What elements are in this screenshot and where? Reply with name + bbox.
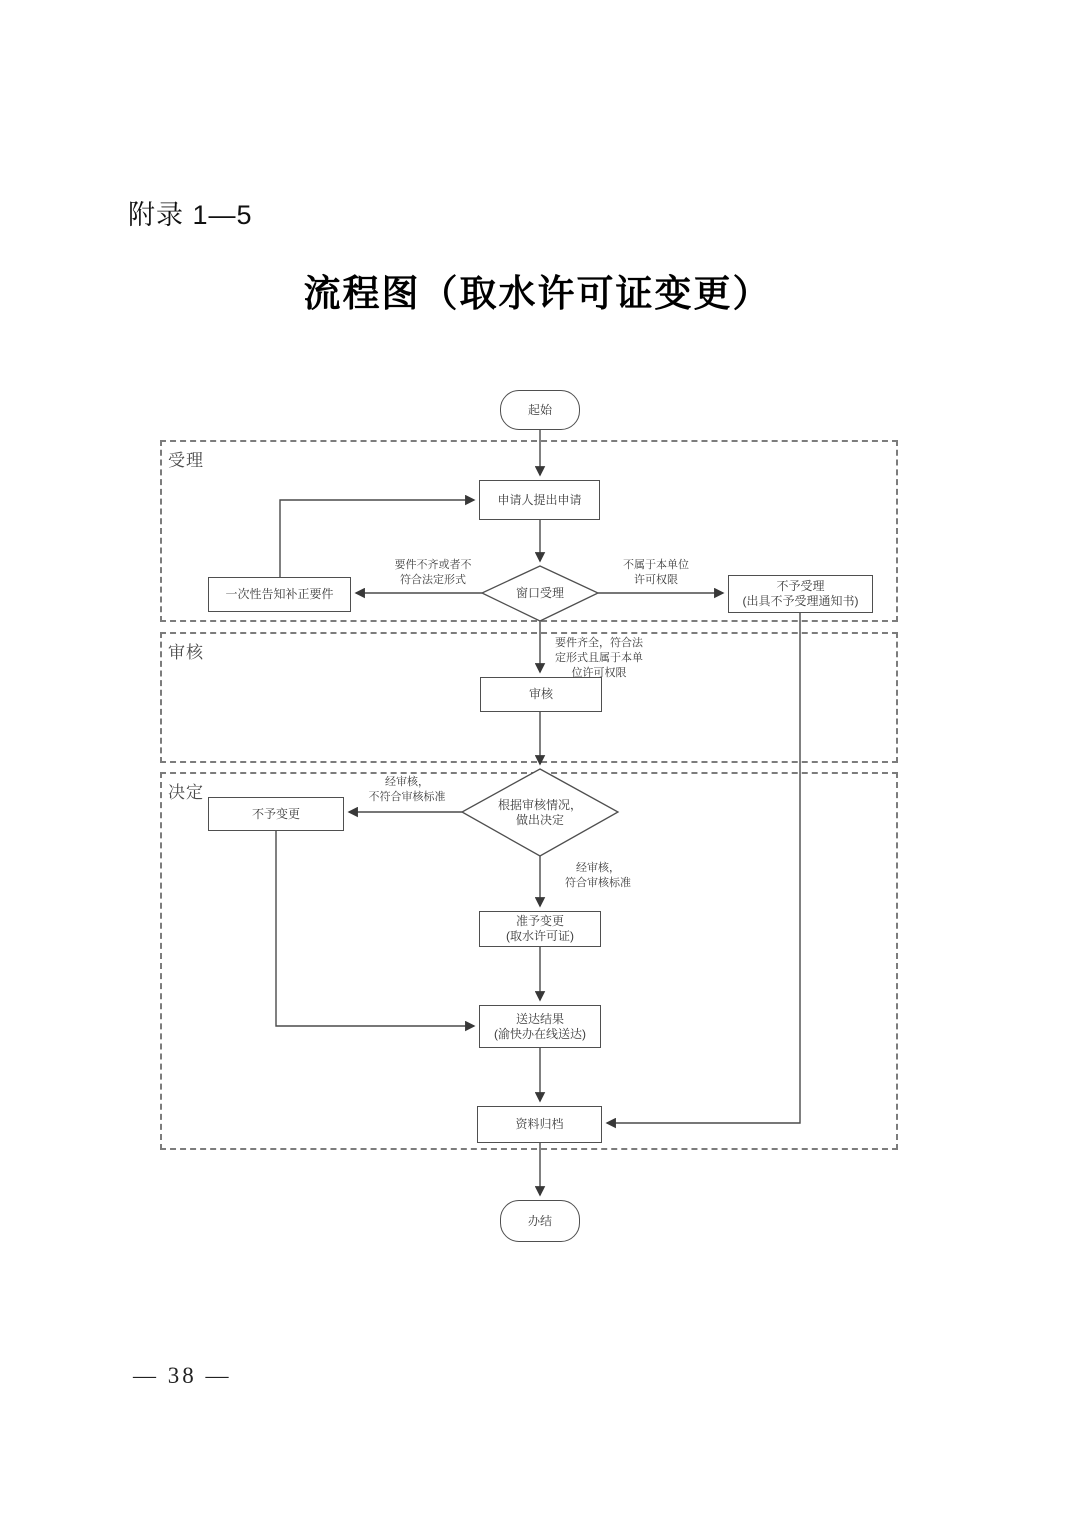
- edge-label-pass-line2: 符合审核标准: [565, 876, 631, 889]
- edge-label-not-authority-line2: 许可权限: [634, 573, 678, 586]
- node-deliver-line1: 送达结果: [515, 1011, 564, 1026]
- edge-label-fail-line1: 经审核，: [385, 776, 429, 788]
- edge-label-fail-line2: 不符合审核标准: [368, 790, 446, 803]
- node-approve-line1: 准予变更: [515, 914, 564, 928]
- decision-diamond: [462, 769, 618, 856]
- page-title: 流程图（取水许可证变更）: [303, 274, 772, 315]
- node-approve-line2: (取水许可证): [506, 929, 574, 943]
- edge-label-pass-line1: 经审核，: [576, 862, 620, 874]
- edge-label-not-authority-line1: 不属于本单位: [623, 559, 689, 571]
- node-apply-label: 申请人提出申请: [497, 492, 582, 507]
- node-start-label: 起始: [527, 402, 552, 417]
- node-not-accept-line1: 不予受理: [776, 579, 825, 593]
- node-notify-correction: [208, 577, 351, 612]
- edge-label-incomplete-line1: 要件不齐或者不: [394, 559, 472, 571]
- page-number: — 38 —: [133, 1363, 232, 1388]
- edge-label-incomplete-line2: 符合法定形式: [400, 573, 466, 586]
- appendix-label: 附录 1—5: [128, 200, 253, 230]
- section-label-acceptance: 受理: [168, 451, 204, 470]
- edge-label-complete: [548, 636, 650, 681]
- node-window-accept-label: 窗口受理: [515, 586, 564, 600]
- node-end: [500, 1200, 580, 1242]
- edge-label-complete-line1: 要件齐全，符合法: [555, 637, 643, 649]
- window-accept-diamond: [482, 566, 598, 621]
- edge-label-complete-line2: 定形式且属于本单: [555, 651, 643, 664]
- node-archive: [477, 1106, 602, 1143]
- edge-label-not-authority: [600, 558, 712, 588]
- section-label-decision: 决定: [168, 783, 204, 802]
- edge-label-complete-line3: 位许可权限: [571, 666, 627, 679]
- edge-label-fail: [348, 775, 466, 805]
- node-not-accept-line2: (出具不予受理通知书): [742, 594, 859, 608]
- node-end-label: 办结: [527, 1213, 552, 1228]
- node-deliver-line2: (渝快办在线送达): [494, 1026, 586, 1041]
- node-approve: [479, 911, 601, 947]
- node-no-change: [208, 797, 344, 831]
- node-no-change-label: 不予变更: [251, 806, 300, 821]
- node-start: [500, 390, 580, 430]
- node-apply: [479, 480, 600, 520]
- node-decision-line1: 根据审核情况，: [497, 797, 582, 812]
- node-review-label: 审核: [528, 687, 553, 701]
- node-archive-label: 资料归档: [515, 1117, 564, 1131]
- node-decision-line2: 做出决定: [515, 812, 564, 827]
- node-review: [480, 677, 602, 712]
- edge-label-pass: [545, 861, 651, 891]
- section-label-review: 审核: [168, 643, 204, 662]
- node-deliver: [479, 1005, 601, 1048]
- edge-label-incomplete: [371, 558, 495, 588]
- node-not-accept: [728, 575, 873, 613]
- node-notify-correction-label: 一次性告知补正要件: [225, 587, 334, 601]
